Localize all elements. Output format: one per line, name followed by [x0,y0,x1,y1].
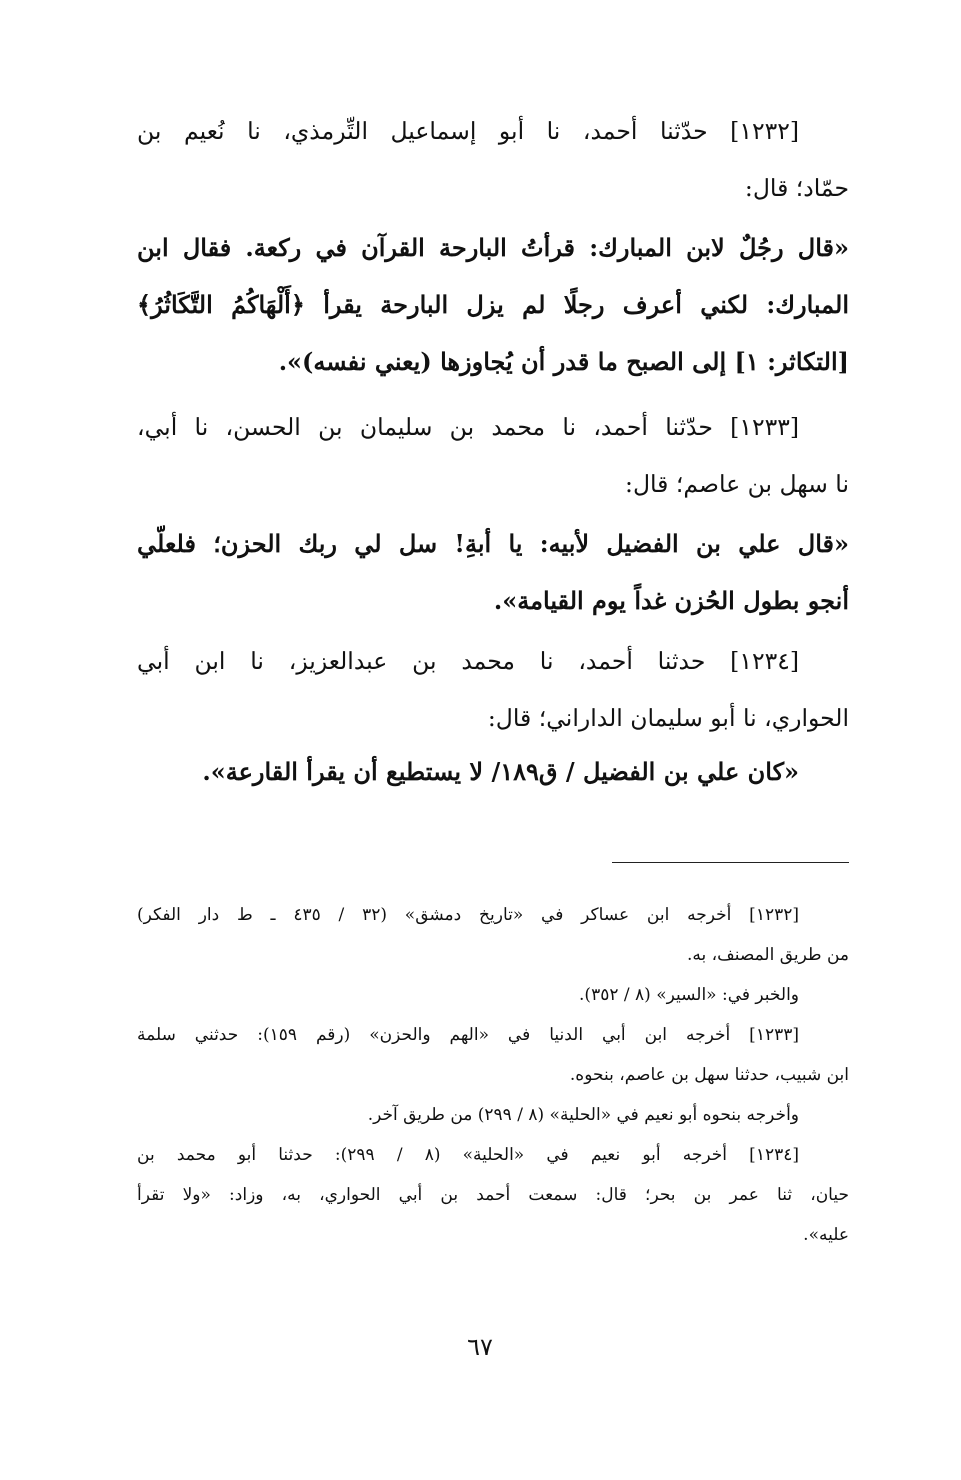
footnote-line: عليه». [803,1225,849,1245]
text-line: «قال رجُلٌ لابن المبارك: قرأتُ البارحة القرآن في ركعة. فقال ابن [137,233,849,262]
hadith-1232-matn [137,219,849,390]
footnote-line: وأخرجه بنحوه أبو نعيم في «الحلية» (٨ / ٢٩٩) من طريق آخر. [367,1105,799,1125]
hadith-1232-isnad [137,103,849,217]
text-line: [١٢٣٣] حدّثنا أحمد، نا محمد بن سليمان بن الحسن، نا أبي، [137,413,799,441]
text-line: الحواري، نا أبو سليمان الداراني؛ قال: [487,704,849,732]
text-line: «قال علي بن الفضيل لأبيه: يا أبةِ! سل لي ربك الحزن؛ فلعلّي [137,529,849,558]
footnote-line: حيان، ثنا عمر بن بحر؛ قال: سمعت أحمد بن أبي الحواري، به، وزاد: «ولا تقرأ [137,1185,849,1205]
footnote-line: [١٢٣٢] أخرجه ابن عساكر في «تاريخ دمشق» (٣٢ / ٤٣٥ ـ ط دار الفكر) [137,905,799,925]
text-line: [١٢٣٢] حدّثنا أحمد، نا أبو إسماعيل التِّرمذي، نا نُعيم بن [137,117,799,145]
hadith-1234-matn [137,743,849,800]
page-number: ٦٧ [467,1333,493,1361]
footnote-separator [612,862,849,863]
hadith-1234-isnad [137,633,849,747]
text-line: «كان علي بن الفضيل / ق١٨٩/ لا يستطيع أن يقرأ القارعة». [202,757,799,786]
footnote-line: والخبر في: «السير» (٨ / ٣٥٢). [579,985,799,1005]
footnotes [137,895,849,1255]
text-line: نا سهل بن عاصم؛ قال: [625,470,849,498]
footnote-line: [١٢٣٣] أخرجه ابن أبي الدنيا في «الهم والحزن» (رقم ١٥٩): حدثني سلمة [137,1025,799,1045]
footnote-line: ابن شبيب، حدثنا سهل بن عاصم، بنحوه. [569,1065,849,1085]
text-line: حمّاد؛ قال: [744,174,849,202]
text-line: [التكاثر: ١] إلى الصبح ما قدر أن يُجاوزها (يعني نفسه)». [278,347,849,376]
text-line: [١٢٣٤] حدثنا أحمد، نا محمد بن عبدالعزيز، نا ابن أبي [137,647,799,675]
footnote-line: من طريق المصنف، به. [686,945,849,965]
text-line: المبارك: لكني أعرف رجلًا لم يزل البارحة يقرأ ﴿أَلْهَاكُمُ التَّكَاثُرُ﴾ [137,290,849,319]
footnote-line: [١٢٣٤] أخرجه أبو نعيم في «الحلية» (٨ / ٢٩٩): حدثنا أبو محمد بن [137,1145,799,1165]
hadith-1233-isnad [137,399,849,513]
text-line: أنجو بطول الحُزن غداً يوم القيامة». [493,586,849,615]
hadith-1233-matn [137,515,849,629]
